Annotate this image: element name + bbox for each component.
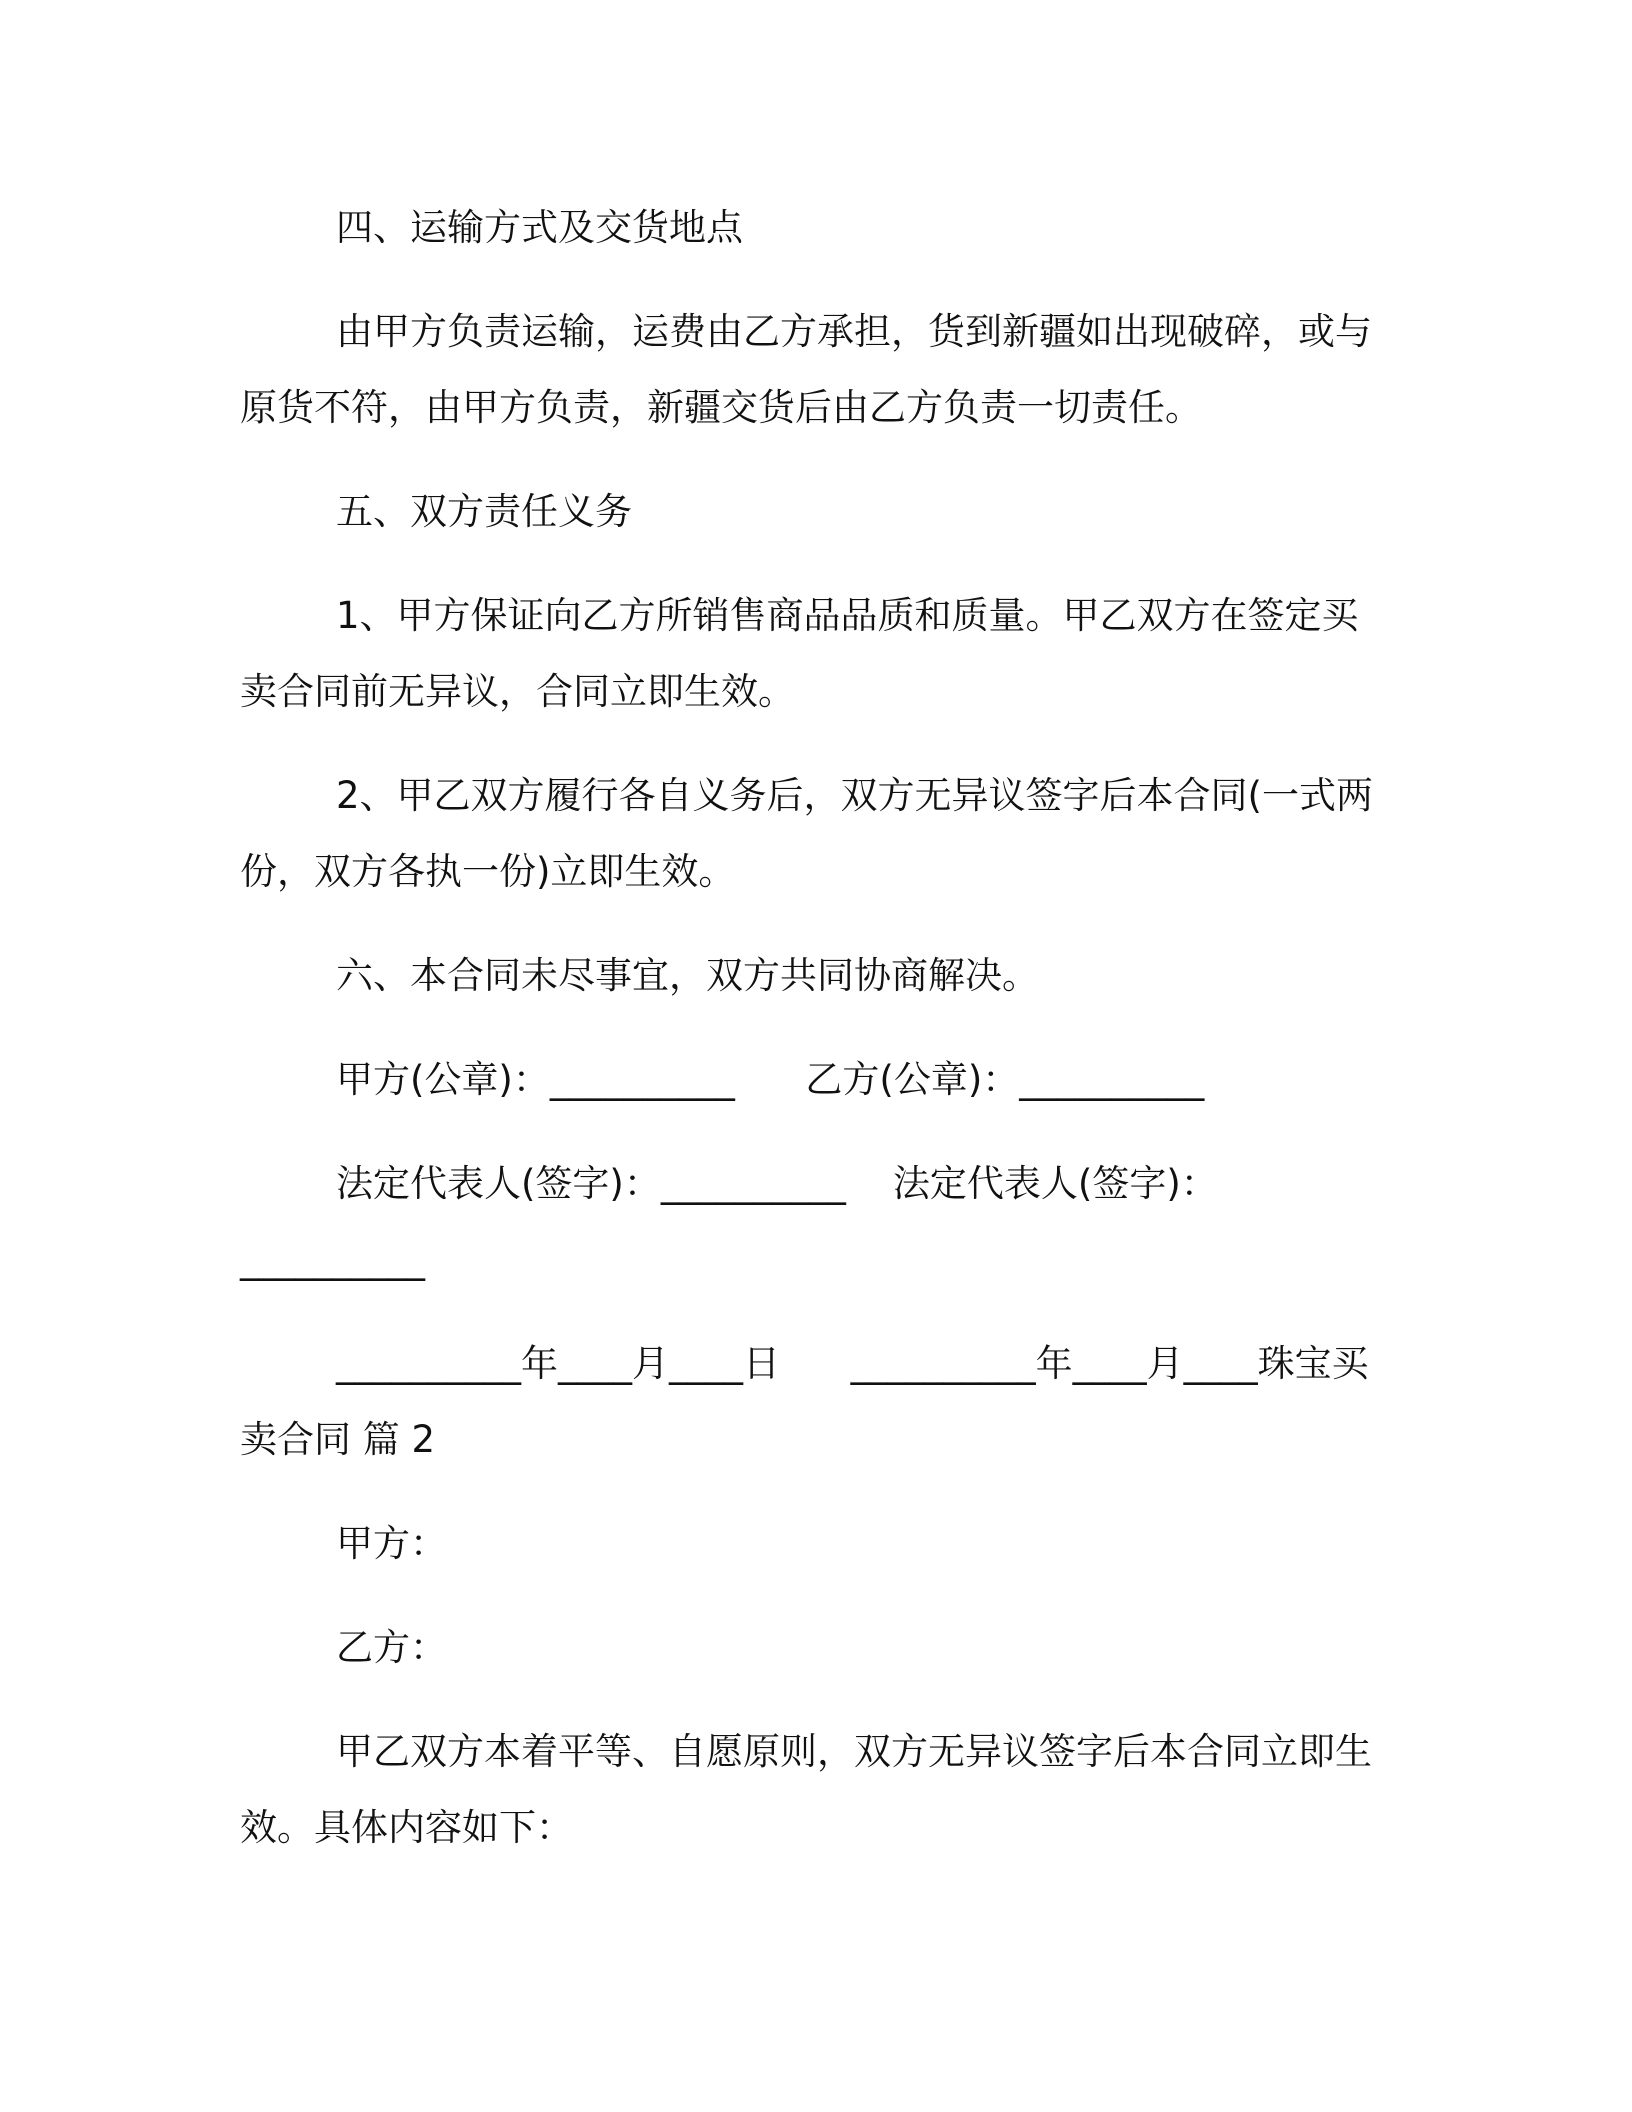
paragraph-obligation-2: 2、甲乙双方履行各自义务后，双方无异议签字后本合同(一式两份，双方各执一份)立即生效。 [240,774,1373,893]
date-line-and-next-title: __________年____月____日 __________年____月____珠宝买卖合同 篇 2 [240,1342,1369,1461]
paragraph-transport-terms: 由甲方负责运输，运费由乙方承担，货到新疆如出现破碎，或与原货不符，由甲方负责，新疆交货后由乙方负责一切责任。 [240,310,1372,429]
section-heading-other-matters: 六、本合同未尽事宜，双方共同协商解决。 [336,954,1039,997]
section-heading-transport: 四、运输方式及交货地点 [336,206,743,249]
party-a-label: 甲方： [336,1522,447,1565]
signature-seals-line: 甲方(公章)：__________ 乙方(公章)：__________ [336,1058,1205,1101]
signature-representatives-line: 法定代表人(签字)：__________ 法定代表人(签字)： [336,1162,1218,1205]
paragraph-intro: 甲乙双方本着平等、自愿原则，双方无异议签字后本合同立即生效。具体内容如下： [240,1730,1372,1849]
party-b-label: 乙方： [336,1626,447,1669]
section-heading-obligations: 五、双方责任义务 [336,490,632,533]
document-body [240,190,1390,1894]
signature-blank-line: __________ [240,1238,425,1281]
paragraph-obligation-1: 1、甲方保证向乙方所销售商品品质和质量。甲乙双方在签定买卖合同前无异议，合同立即生效。 [240,594,1359,713]
